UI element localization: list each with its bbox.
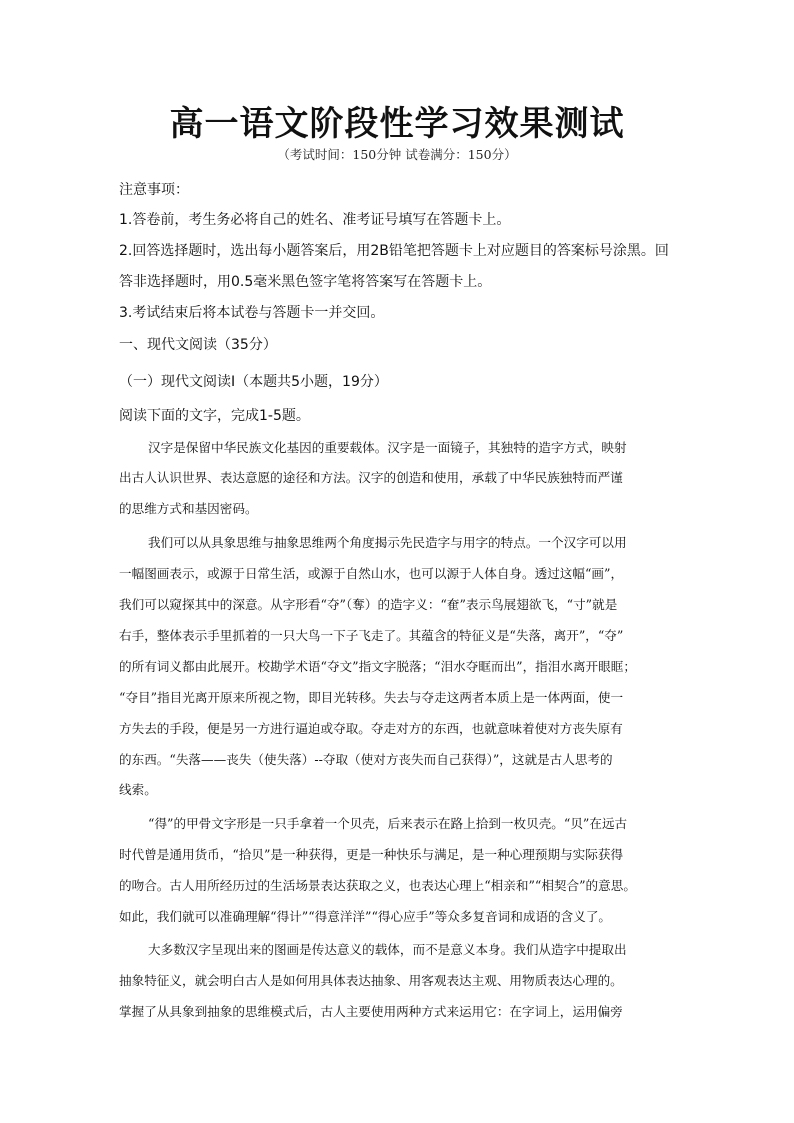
subsection-heading: （一）现代文阅读Ⅰ（本题共5小题，19分） [119,374,388,390]
passage-line: 抽象特征义，就会明白古人是如何用具体表达抽象、用客观表达主观、用物质表达心理的。 [119,973,623,988]
passage-line: 的吻合。古人用所经历过的生活场景表达获取之义，也表达心理上“相亲和”“相契合”的意思。 [119,878,636,893]
passage-line: 我们可以窥探其中的深意。从字形看“夺”（奪）的造字义：“奞”表示鸟展翅欲飞，“寸”就是 [119,597,618,612]
passage-line: 我们可以从具象思维与抽象思维两个角度揭示先民造字与用字的特点。一个汉字可以用 [148,535,627,550]
section-heading: 一、现代文阅读（35分） [119,337,277,353]
passage-line: 出古人认识世界、表达意愿的途径和方法。汉字的创造和使用，承载了中华民族独特而严谨 [119,470,623,485]
passage-line: 的东西。“失落——丧失（使失落）--夺取（使对方丧失而自己获得）”，这就是古人思考的 [119,752,613,767]
notice-heading: 注意事项： [119,182,189,198]
notice-item: 答非选择题时，用0.5毫米黑色签字笔将答案写在答题卡上。 [119,274,492,290]
passage-line: 线索。 [119,782,157,797]
passage-line: “得”的甲骨文字形是一只手拿着一个贝壳，后来表示在路上拾到一枚贝壳。“贝”在远古 [148,816,628,831]
notice-item: 1.答卷前，考生务必将自己的姓名、准考证号填写在答题卡上。 [119,212,511,228]
passage-line: 的思维方式和基因密码。 [119,501,258,516]
passage-line: “夺目”指目光离开原来所视之物，即目光转移。失去与夺走这两者本质上是一体两面，使一 [119,690,624,705]
passage-line: 右手，整体表示手里抓着的一只大鸟一下子飞走了。其蕴含的特征义是“失落，离开”，“夺” [119,628,624,643]
passage-line: 时代曾是通用货币，“拾贝”是一种获得，更是一种快乐与满足，是一种心理预期与实际获得 [119,847,624,862]
notice-item: 2.回答选择题时，选出每小题答案后，用2B铅笔把答题卡上对应题目的答案标号涂黑。回 [119,243,669,259]
notice-item: 3.考试结束后将本试卷与答题卡一并交回。 [119,305,385,321]
exam-duration-note: （考试时间：150分钟 试卷满分：150分） [277,147,517,162]
passage-line: 一幅图画表示，或源于日常生活，或源于自然山水，也可以源于人体自身。透过这幅“画”， [119,566,624,581]
passage-line: 方失去的手段，便是另一方进行逼迫或夺取。夺走对方的东西，也就意味着使对方丧失原有 [119,721,623,736]
passage-line: 如此，我们就可以准确理解“得计”“得意洋洋”“得心应手”等众多复音词和成语的含义了。 [119,909,612,924]
reading-instruction: 阅读下面的文字，完成1-5题。 [119,408,310,424]
passage-line: 掌握了从具象到抽象的思维模式后，古人主要使用两种方式来运用它：在字词上，运用偏旁 [119,1004,623,1019]
passage-line: 大多数汉字呈现出来的图画是传达意义的载体，而不是意义本身。我们从造字中提取出 [148,942,627,957]
passage-line: 汉字是保留中华民族文化基因的重要载体。汉字是一面镜子，其独特的造字方式，映射 [148,440,627,455]
passage-line: 的所有词义都由此展开。校勘学术语“夺文”指文字脱落；“泪水夺眶而出”，指泪水离开眼眶； [119,659,636,674]
exam-title: 高一语文阶段性学习效果测试 [169,104,625,144]
